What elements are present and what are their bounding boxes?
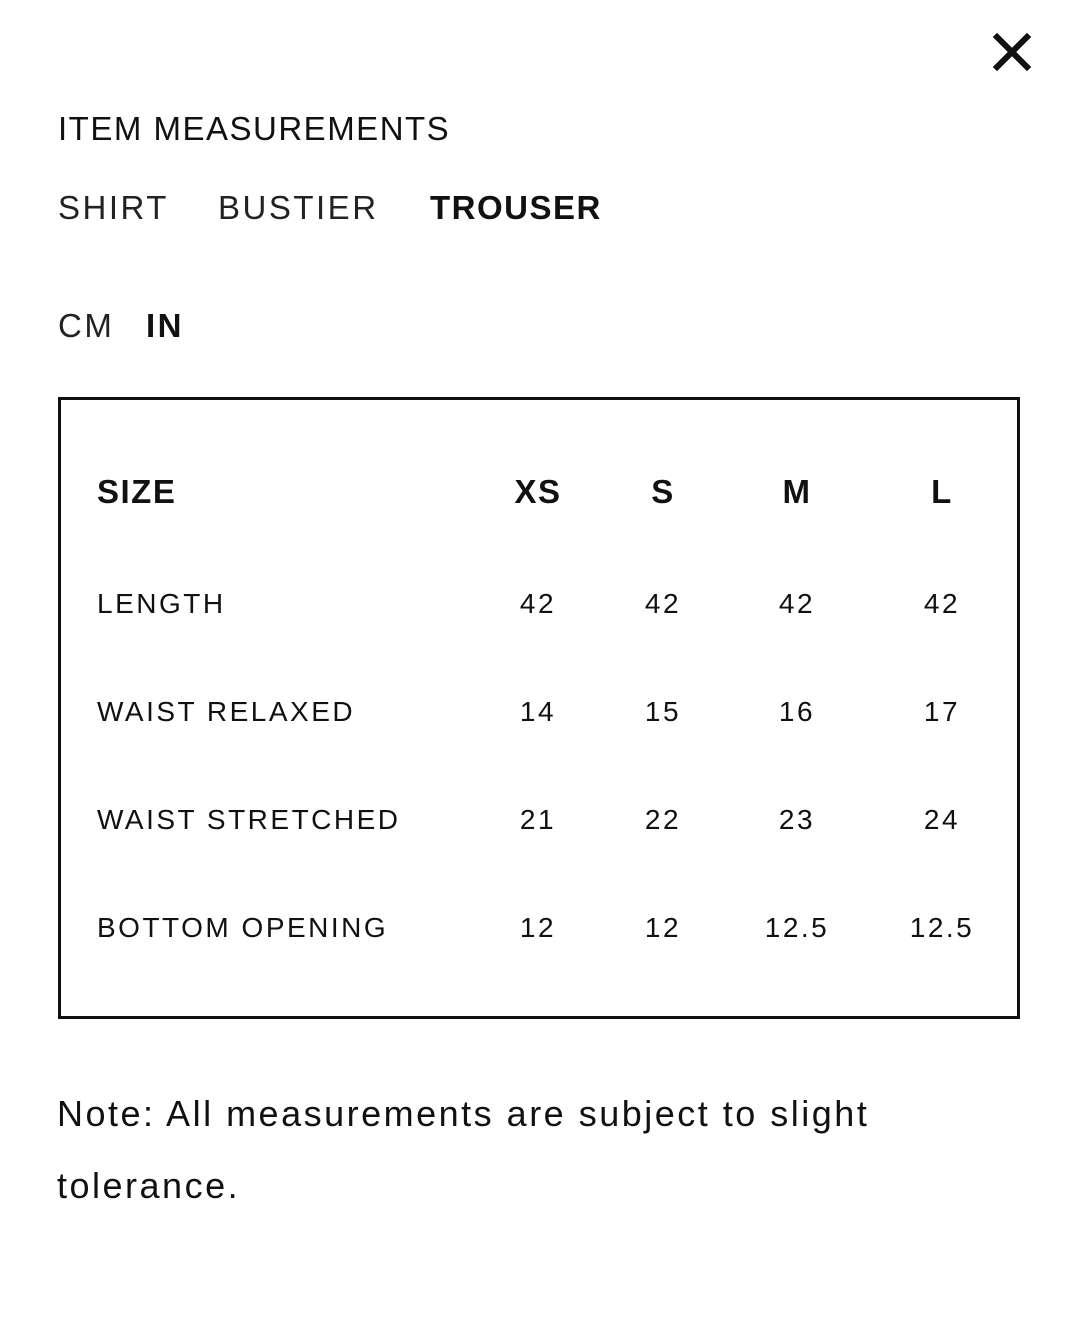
table-cell: 12 [519,912,557,943]
row-label: BOTTOM OPENING [97,912,389,943]
table-cell: 14 [519,696,557,727]
table-row [61,800,1017,840]
table-cell: 42 [923,588,961,619]
header-size-s: S [651,473,675,510]
table-cell: 42 [644,588,682,619]
unit-toggle-cm[interactable]: CM [58,307,115,344]
header-size-l: L [931,473,953,510]
table-cell: 42 [519,588,557,619]
close-button[interactable] [988,28,1036,76]
table-row [61,692,1017,732]
table-cell: 12.5 [909,912,975,943]
table-cell: 23 [778,804,816,835]
table-cell: 16 [778,696,816,727]
table-cell: 12.5 [764,912,830,943]
header-size-m: M [782,473,812,510]
table-cell: 15 [644,696,682,727]
table-row [61,584,1017,624]
table-cell: 21 [519,804,557,835]
header-size-label: SIZE [97,473,177,510]
row-label: LENGTH [97,588,226,619]
row-label: WAIST RELAXED [97,696,356,727]
table-cell: 12 [644,912,682,943]
tab-trouser[interactable]: TROUSER [430,189,602,226]
header-size-xs: XS [514,473,562,510]
measurement-note: Note: All measurements are subject to slight tolerance. [57,1093,870,1206]
table-cell: 24 [923,804,961,835]
table-cell: 42 [778,588,816,619]
table-cell: 17 [923,696,961,727]
table-row [61,908,1017,948]
table-cell: 22 [644,804,682,835]
size-chart-table [58,397,1020,1019]
close-icon [988,28,1036,76]
table-header-row [61,472,1017,512]
tab-shirt[interactable]: SHIRT [58,189,169,226]
tab-bustier[interactable]: BUSTIER [218,189,379,226]
page-title: ITEM MEASUREMENTS [58,110,451,147]
row-label: WAIST STRETCHED [97,804,401,835]
unit-toggle-in[interactable]: IN [146,307,184,344]
